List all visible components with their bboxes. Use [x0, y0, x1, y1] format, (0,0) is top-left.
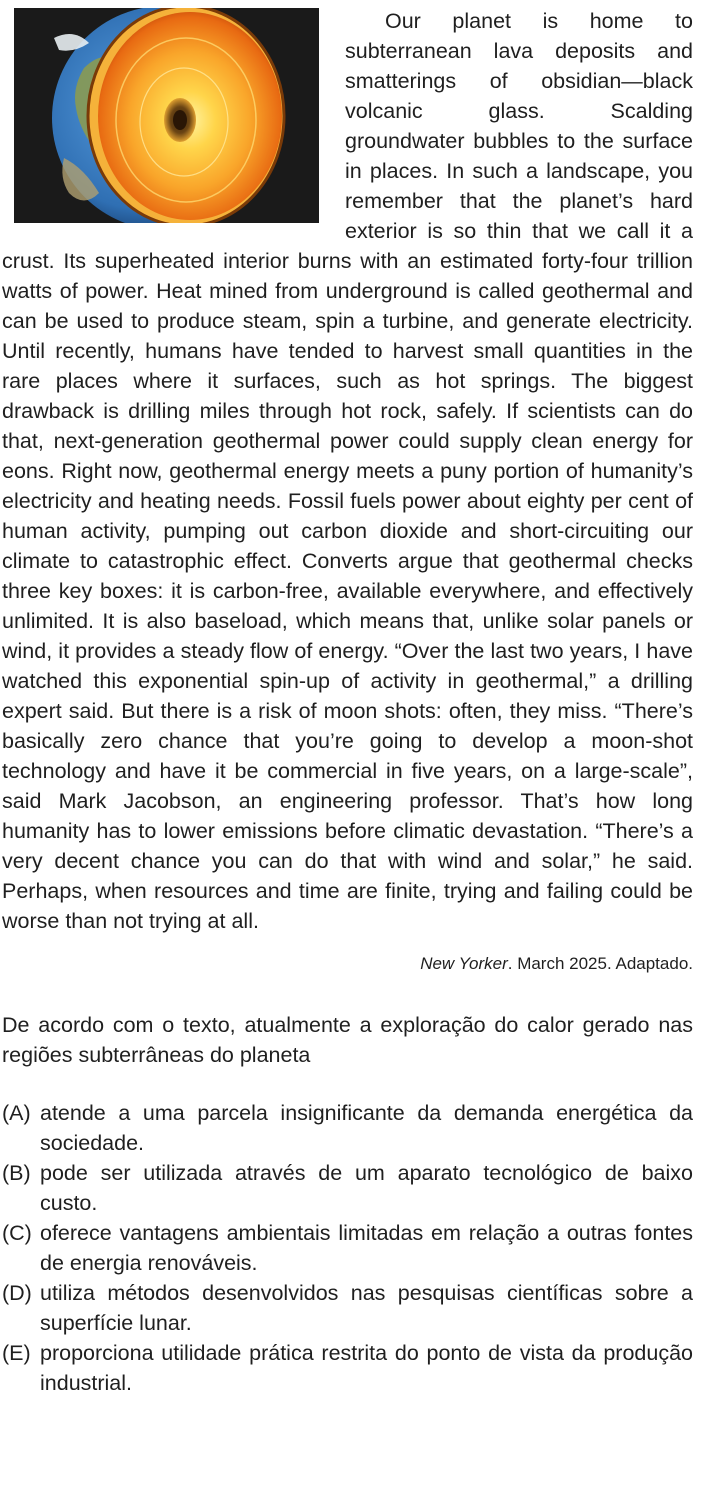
option-text: utiliza métodos desenvolvidos nas pesquisas científicas sobre a superfície lunar.: [40, 1281, 693, 1335]
option-letter: (E): [2, 1341, 31, 1365]
option-e[interactable]: [2, 1338, 693, 1398]
option-d[interactable]: [2, 1278, 693, 1338]
option-text: atende a uma parcela insignificante da demanda energética da sociedade.: [40, 1101, 693, 1155]
option-letter: (D): [2, 1281, 32, 1305]
article-text: Our planet is home to subterranean lava deposits and smatterings of obsidian—black volcanic glass. Scalding groundwater bubbles to the surface in places. In such a landscape, you remember that the planet’s hard exterior is so thin that we call it a crust. Its superheated interior burns with an estimated forty-four trillion watts of power. Heat mined from underground is called geothermal and can be used to produce steam, spin a turbine, and generate electricity. Until recently, humans have tended to harvest small quantities in the rare places where it surfaces, such as hot springs. The biggest drawback is drilling miles through hot rock, safely. If scientists can do that, next-generation geothermal power could supply clean energy for eons. Right now, geothermal energy meets a puny portion of humanity’s electricity and heating needs. Fossil fuels power about eighty per cent of human activity, pumping out carbon dioxide and short-circuiting our climate to catastrophic effect. Converts argue that geothermal checks three key boxes: it is carbon-free, available everywhere, and effectively unlimited. It is also baseload, which means that, unlike solar panels or wind, it provides a steady flow of energy. “Over the last two years, I have watched this exponential spin-up of activity in geothermal,” a drilling expert said. But there is a risk of moon shots: often, they miss. “There’s basically zero chance that you’re going to develop a moon-shot technology and have it be commercial in five years, on a large-scale”, said Mark Jacobson, an engineering professor. That’s how long humanity has to lower emissions before climatic devastation. “There’s a very decent chance you can do that with wind and solar,” he said. Perhaps, when resources and time are finite, trying and failing could be worse than not trying at all.: [2, 9, 693, 933]
option-a[interactable]: [2, 1098, 693, 1158]
option-letter: (A): [2, 1101, 31, 1125]
option-letter: (C): [2, 1221, 32, 1245]
option-text: pode ser utilizada através de um aparato tecnológico de baixo custo.: [40, 1161, 693, 1215]
earth-cross-section-figure: [14, 8, 319, 223]
source-citation: [2, 952, 693, 976]
answer-options: [2, 1098, 693, 1398]
question-stem: De acordo com o texto, atualmente a exploração do calor gerado nas regiões subterrâneas do planeta: [2, 1013, 693, 1067]
earth-cross-section-icon: [14, 8, 319, 223]
source-details: . March 2025. Adaptado.: [507, 954, 693, 973]
option-c[interactable]: [2, 1218, 693, 1278]
option-text: oferece vantagens ambientais limitadas em relação a outras fontes de energia renováveis.: [40, 1221, 693, 1275]
option-text: proporciona utilidade prática restrita do ponto de vista da produção industrial.: [40, 1341, 693, 1395]
option-b[interactable]: [2, 1158, 693, 1218]
source-publication: New Yorker: [420, 954, 508, 973]
option-letter: (B): [2, 1161, 31, 1185]
